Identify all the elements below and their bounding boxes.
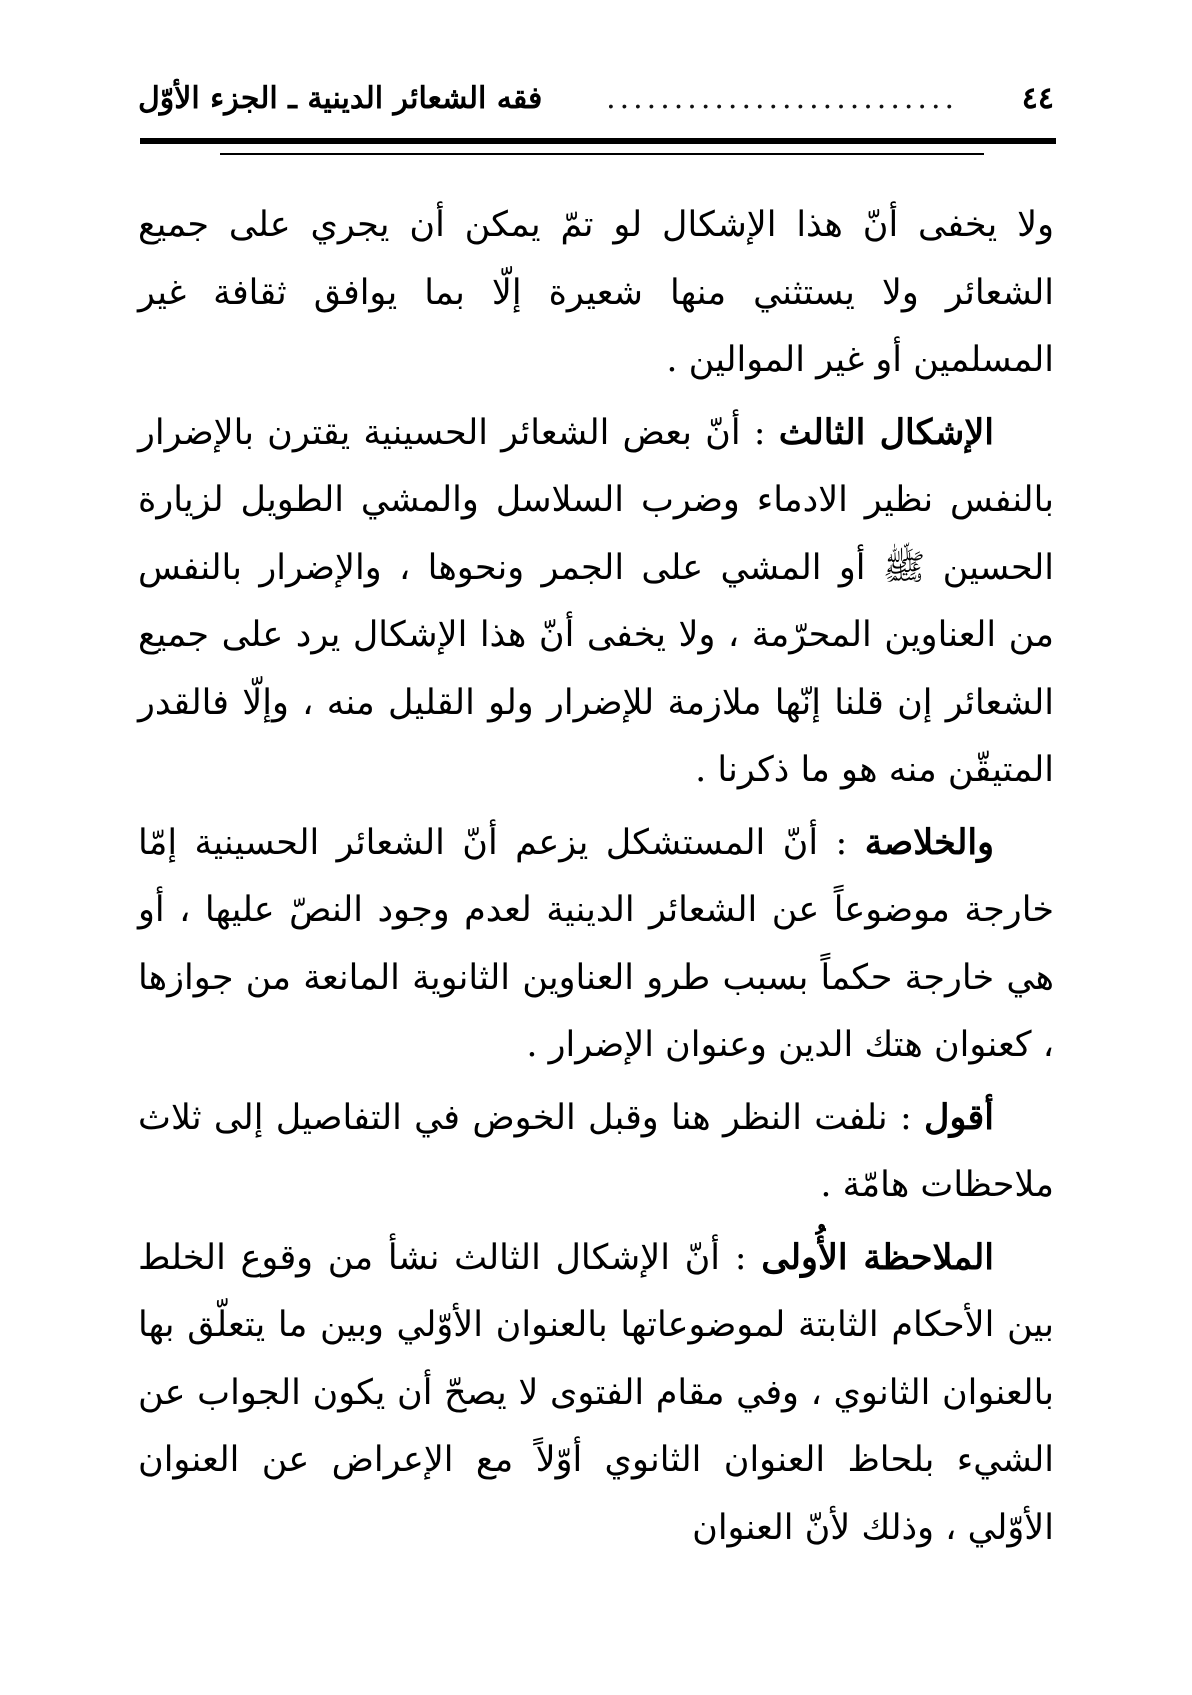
header-rule-thin: [220, 153, 984, 155]
paragraph-lead: الإشكال الثالث: [778, 411, 995, 453]
page-number: ٤٤: [1021, 81, 1054, 116]
paragraph-lead: الملاحظة الأُولى: [761, 1236, 994, 1278]
paragraph-text: : أنّ المستشكل يزعم أنّ الشعائر الحسينية إمّا خارجة موضوعاً عن الشعائر الدينية لعدم وجود النصّ عليها ، أو هي خارجة حكماً بسبب طرو العناوين الثانوية المانعة من جوازها ، كعنوان هتك الدين وعنوان الإضرار .: [138, 822, 1054, 1065]
paragraph-text: : أنّ الإشكال الثالث نشأ من وقوع الخلط بين الأحكام الثابتة لموضوعاتها بالعنوان الأوّلي وبين ما يتعلّق بها بالعنوان الثانوي ، وفي مقام الفتوى لا يصحّ أن يكون الجواب عن الشيء بلحاظ العنوان الثانوي أوّلاً مع الإعراض عن العنوان الأوّلي ، وذلك لأنّ العنوان: [138, 1237, 1054, 1548]
paragraph-continuation: [138, 192, 1054, 395]
paragraph-summary: [138, 809, 1054, 1080]
paragraph-reply: [138, 1084, 1054, 1220]
paragraph-text: ولا يخفى أنّ هذا الإشكال لو تمّ يمكن أن يجري على جميع الشعائر ولا يستثني منها شعيرة إلّا بما يوافق ثقافة غير المسلمين أو غير الموالين .: [138, 205, 1054, 380]
book-title: فقه الشعائر الدينية ـ الجزء الأوّل: [138, 81, 543, 116]
running-header: [138, 74, 1054, 124]
body-text: [138, 192, 1054, 1566]
paragraph-first-note: [138, 1224, 1054, 1563]
header-leader-dots: ..........................: [606, 81, 959, 116]
paragraph-lead: والخلاصة: [864, 821, 994, 863]
paragraph-text: : أنّ بعض الشعائر الحسينية يقترن بالإضرار بالنفس نظير الادماء وضرب السلاسل والمشي الطويل لزيارة الحسين ﷺ أو المشي على الجمر ونحوها ، والإضرار بالنفس من العناوين المحرّمة ، ولا يخفى أنّ هذا الإشكال يرد على جميع الشعائر إن قلنا إنّها ملازمة للإضرار ولو القليل منه ، وإلّا فالقدر المتيقّن منه هو ما ذكرنا .: [138, 412, 1054, 790]
paragraph-third-objection: [138, 399, 1054, 805]
paragraph-lead: أقول: [924, 1096, 994, 1138]
paragraph-text: : نلفت النظر هنا وقبل الخوض في التفاصيل إلى ثلاث ملاحظات هامّة .: [138, 1097, 1054, 1205]
header-rule-thick: [140, 138, 1056, 144]
